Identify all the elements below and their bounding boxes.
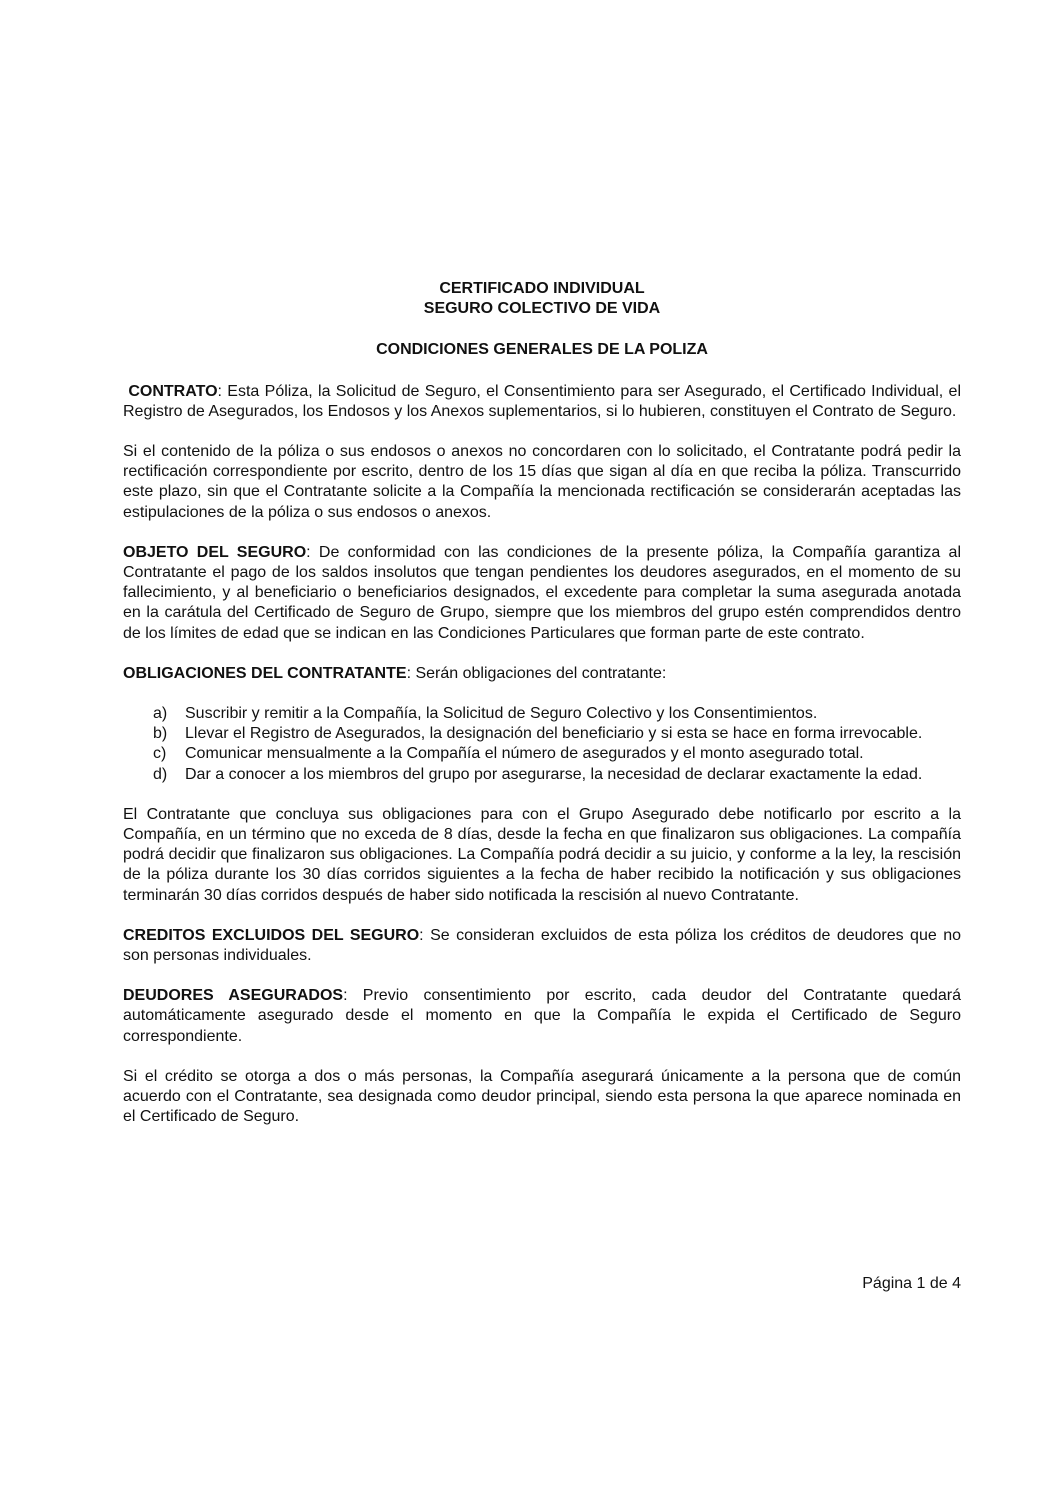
list-item-text: Suscribir y remitir a la Compañía, la Solicitud de Seguro Colectivo y los Consentimientos.	[185, 705, 818, 723]
list-item	[123, 744, 961, 764]
list-marker: b)	[153, 725, 168, 743]
document-subtitle: SEGURO COLECTIVO DE VIDA	[423, 300, 661, 318]
obligaciones-list	[123, 704, 961, 785]
deudores-paragraph-2: Si el crédito se otorga a dos o más personas, la Compañía asegurará únicamente a la persona que de común acuerdo con el Contratante, sea designada como deudor principal, siendo esta persona la que aparece nominada en el Certificado de Seguro.	[123, 1067, 961, 1126]
objeto-paragraph	[123, 543, 961, 644]
creditos-heading: CREDITOS EXCLUIDOS DEL SEGURO	[123, 926, 420, 944]
list-marker: c)	[153, 745, 167, 763]
contrato-heading: CONTRATO	[128, 382, 218, 400]
deudores-text: : Previo consentimiento por escrito, cada deudor del Contratante quedará automáticamente asegurado desde el momento en que la Compañía le expida el Certificado de Seguro correspondiente.	[123, 987, 961, 1045]
creditos-paragraph	[123, 926, 961, 966]
list-item	[123, 704, 961, 724]
document-title: CERTIFICADO INDIVIDUAL	[439, 280, 645, 297]
list-item-text: Comunicar mensualmente a la Compañía el número de asegurados y el monto asegurado total.	[185, 745, 864, 763]
obligaciones-paragraph	[123, 664, 961, 684]
contrato-paragraph	[123, 382, 961, 422]
list-item	[123, 765, 961, 785]
deudores-paragraph	[123, 986, 961, 1047]
creditos-text: : Se consideran excluidos de esta póliza los créditos de deudores que no son personas individuales.	[123, 926, 961, 965]
obligaciones-paragraph-2: El Contratante que concluya sus obligaciones para con el Grupo Asegurado debe notificarlo por escrito a la Compañía, en un término que no exceda de 8 días, desde la fecha en que finalizaron sus obligaciones. La compañía podrá decidir que finalizaron sus obligaciones. La Compañía podrá decidir a su juicio, y conforme a la ley, la rescisión de la póliza durante los 30 días corridos siguientes a la fecha de haber recibido la notificación y sus obligaciones terminarán 30 días corridos después de haber sido notificada la rescisión al nuevo Contratante.	[123, 805, 961, 904]
deudores-heading: DEUDORES ASEGURADOS	[123, 987, 344, 1005]
list-marker: d)	[153, 765, 168, 783]
contrato-text: : Esta Póliza, la Solicitud de Seguro, el Consentimiento para ser Asegurado, el Certificado Individual, el Registro de Asegurados, los Endosos y los Anexos suplementarios, si lo hubieren, constituyen el Contrato de Seguro.	[123, 382, 962, 420]
list-item	[123, 724, 961, 744]
list-marker: a)	[153, 705, 168, 723]
contrato-paragraph-2: Si el contenido de la póliza o sus endosos o anexos no concordaren con lo solicitado, el Contratante podrá pedir la rectificación correspondiente por escrito, dentro de los 15 días que sigan al día en que reciba la póliza. Transcurrido este plazo, sin que el Contratante solicite a la Compañía la mencionada rectificación se considerarán aceptadas las estipulaciones de la póliza o sus endosos o anexos.	[123, 443, 961, 521]
page-number: Página 1 de 4	[862, 1275, 961, 1292]
list-item-text: Llevar el Registro de Asegurados, la designación del beneficiario y si esta se hace en forma irrevocable.	[185, 725, 923, 743]
objeto-text: : De conformidad con las condiciones de la presente póliza, la Compañía garantiza al Contratante el pago de los saldos insolutos que tengan pendientes los deudores asegurados, en el momento de su fallecimiento, y al beneficiario o beneficiarios designados, el excedente para completar la suma asegurada anotada en la carátula del Certificado de Seguro de Grupo, siempre que los miembros del grupo estén comprendidos dentro de los límites de edad que se indican en las Condiciones Particulares que forman parte de este contrato.	[123, 543, 962, 642]
objeto-heading: OBJETO DEL SEGURO	[123, 543, 307, 561]
obligaciones-heading: OBLIGACIONES DEL CONTRATANTE	[123, 664, 407, 682]
list-item-text: Dar a conocer a los miembros del grupo por asegurarse, la necesidad de declarar exactamente la edad.	[185, 765, 923, 783]
conditions-title: CONDICIONES GENERALES DE LA POLIZA	[376, 341, 708, 359]
document-body	[123, 279, 961, 1128]
obligaciones-text: : Serán obligaciones del contratante:	[406, 664, 667, 682]
